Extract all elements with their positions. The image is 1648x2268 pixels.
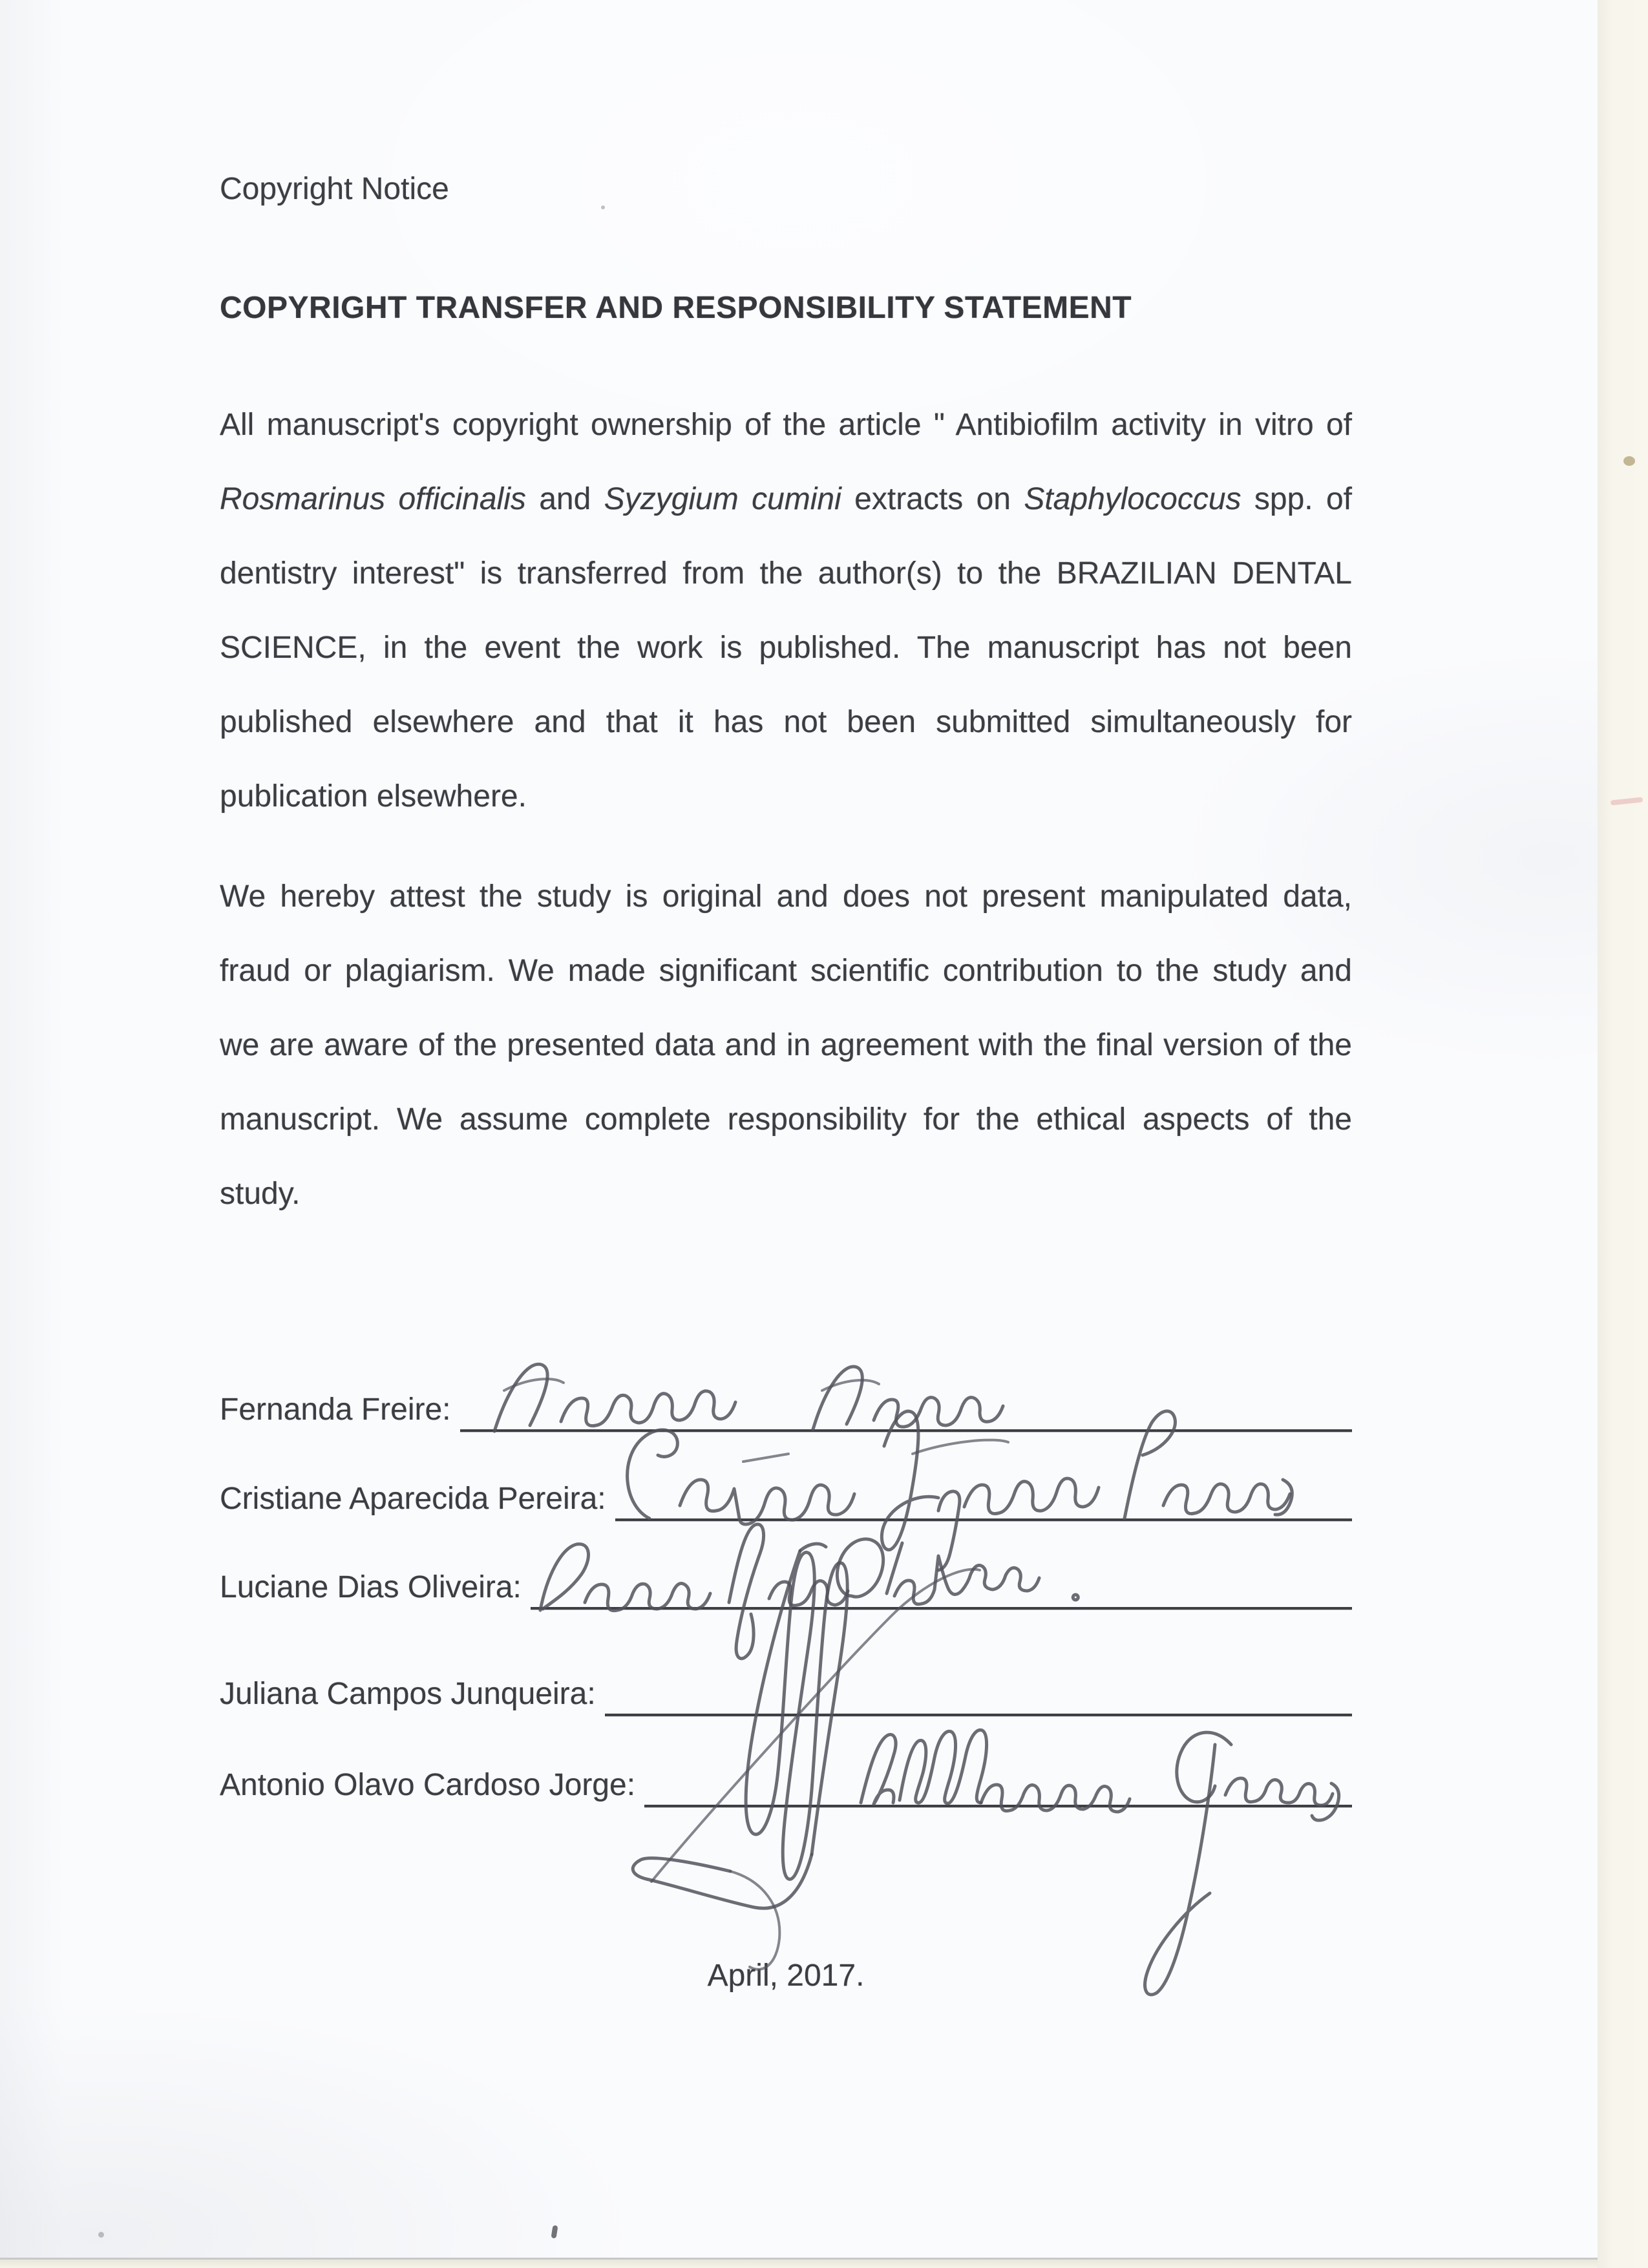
signature-line-cristiane-aparecida-pereira: [615, 1518, 1352, 1521]
scanner-bed-right-edge: [1598, 0, 1648, 2268]
paragraph-copyright-transfer: [220, 388, 1352, 834]
scan-speck: [601, 205, 605, 209]
document-text-line: Rosmarinus officinalis and Syzygium cumini extracts on Staphylococcus spp. of: [220, 482, 1352, 516]
signature-label-juliana-campos-junqueira: Juliana Campos Junqueira:: [220, 1677, 596, 1711]
signature-row-juliana-campos-junqueira: [220, 1639, 1352, 1716]
signature-line-fernanda-freire: [460, 1429, 1353, 1432]
document-text-line: We hereby attest the study is original and does not present manipulated data,: [220, 879, 1352, 914]
paragraph-attestation: [220, 859, 1352, 1231]
document-date: April, 2017.: [707, 1958, 865, 1993]
signature-row-antonio-olavo-cardoso-jorge: [220, 1730, 1352, 1807]
document-text-line: published elsewhere and that it has not been submitted simultaneously for: [220, 705, 1352, 739]
document-text-line: fraud or plagiarism. We made significant scientific contribution to the study and: [220, 954, 1352, 988]
document-text-line: we are aware of the presented data and in agreement with the final version of the: [220, 1028, 1352, 1062]
signature-label-fernanda-freire: Fernanda Freire:: [220, 1392, 451, 1427]
signature-line-antonio-olavo-cardoso-jorge: [644, 1805, 1352, 1807]
signature-row-cristiane-aparecida-pereira: [220, 1444, 1352, 1521]
document-title: COPYRIGHT TRANSFER AND RESPONSIBILITY STATEMENT: [220, 291, 1132, 325]
scan-speck: [551, 2225, 558, 2238]
document-header-label: Copyright Notice: [220, 172, 449, 206]
document-text-line: SCIENCE, in the event the work is published. The manuscript has not been: [220, 631, 1352, 665]
document-text-line: manuscript. We assume complete responsibility for the ethical aspects of the: [220, 1102, 1352, 1137]
signature-label-cristiane-aparecida-pereira: Cristiane Aparecida Pereira:: [220, 1482, 606, 1516]
signature-row-luciane-dias-oliveira: [220, 1532, 1352, 1610]
signature-row-fernanda-freire: [220, 1354, 1352, 1432]
document-text-line: study.: [220, 1177, 301, 1211]
signature-line-luciane-dias-oliveira: [531, 1607, 1352, 1610]
signature-line-juliana-campos-junqueira: [605, 1714, 1352, 1716]
signature-label-antonio-olavo-cardoso-jorge: Antonio Olavo Cardoso Jorge:: [220, 1768, 636, 1802]
document-text-line: dentistry interest" is transferred from the author(s) to the BRAZILIAN DENTAL: [220, 556, 1352, 591]
scan-speck: [98, 2232, 104, 2238]
scanner-bed-bottom-edge: [0, 2260, 1598, 2268]
signature-label-luciane-dias-oliveira: Luciane Dias Oliveira:: [220, 1570, 522, 1604]
scan-speck: [1623, 456, 1635, 466]
document-text-line: All manuscript's copyright ownership of the article " Antibiofilm activity in vitro of: [220, 408, 1352, 442]
document-text-line: publication elsewhere.: [220, 779, 527, 814]
